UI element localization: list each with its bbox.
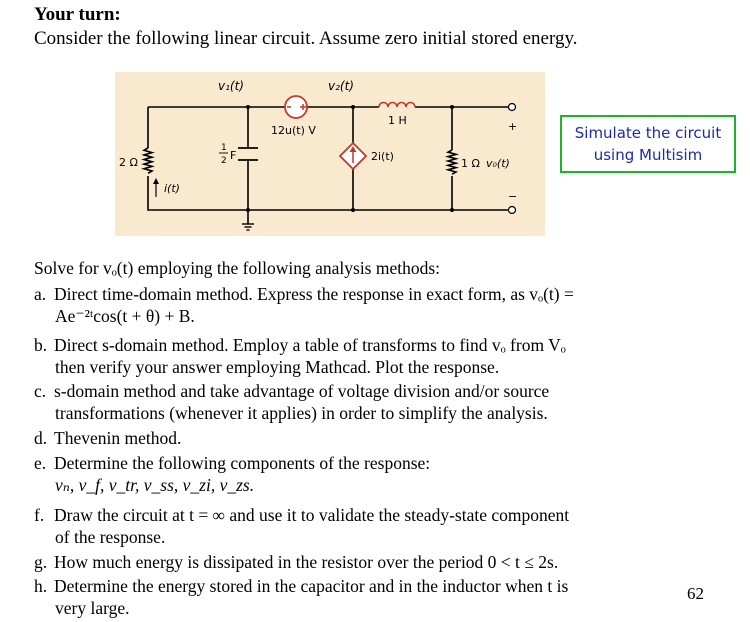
item-line1: Direct time-domain method. Express the response in exact form, as vₒ(t) = xyxy=(54,284,574,304)
item-label: g. xyxy=(34,552,48,572)
label-cap-den: 2 xyxy=(221,156,227,166)
item-label: h. xyxy=(34,576,48,596)
item-line1: Determine the energy stored in the capacitor and in the inductor when t is xyxy=(54,576,569,596)
item-line1: Thevenin method. xyxy=(54,428,182,448)
simulate-callout xyxy=(560,115,736,173)
circuit-diagram xyxy=(115,72,545,236)
heading: Your turn: xyxy=(34,4,121,25)
item-label: c. xyxy=(34,381,47,401)
output-terminal-top xyxy=(509,104,516,111)
output-terminal-bottom xyxy=(509,207,516,214)
item-line1: Draw the circuit at t = ∞ and use it to validate the steady-state component xyxy=(54,505,570,525)
label-resistor-left: 2 Ω xyxy=(119,156,138,169)
label-plus: + xyxy=(508,120,518,133)
label-cap-num: 1 xyxy=(221,143,227,153)
label-resistor-right: 1 Ω xyxy=(461,157,480,170)
label-vsource: 12u(t) V xyxy=(271,124,316,137)
list-item xyxy=(34,575,568,619)
list-item xyxy=(34,551,558,573)
item-line2: Ae⁻²ᵗcos(t + θ) + B. xyxy=(55,306,195,326)
list-item xyxy=(34,283,574,327)
item-label: f. xyxy=(34,505,45,525)
solve-intro: Solve for vₒ(t) employing the following analysis methods: xyxy=(34,258,441,278)
list-item xyxy=(34,504,569,548)
label-minus: − xyxy=(508,190,518,203)
list-item xyxy=(34,380,549,424)
item-line2: vₙ, v_f, v_tr, v_ss, v_zi, v_zs. xyxy=(55,475,255,495)
label-v2: v₂(t) xyxy=(328,79,354,93)
label-cap-unit: F xyxy=(230,149,237,162)
label-current: i(t) xyxy=(164,182,180,195)
label-dep-source: 2i(t) xyxy=(371,150,394,163)
item-line2: of the response. xyxy=(55,527,166,547)
item-label: a. xyxy=(34,284,47,304)
item-line1: Determine the following components of the response: xyxy=(54,453,431,473)
label-inductor: 1 H xyxy=(388,114,407,127)
item-line2: transformations (whenever it applies) in order to simplify the analysis. xyxy=(55,403,548,423)
simulate-line1: Simulate the circuit xyxy=(574,124,722,142)
label-v1: v₁(t) xyxy=(218,79,244,93)
item-label: b. xyxy=(34,335,48,355)
item-label: d. xyxy=(34,428,48,448)
item-line1: Direct s-domain method. Employ a table of transforms to find vₒ from Vₒ xyxy=(54,335,566,355)
item-line1: How much energy is dissipated in the resistor over the period 0 < t ≤ 2s. xyxy=(54,552,559,572)
label-output: v₀(t) xyxy=(486,157,510,170)
intro-text: Consider the following linear circuit. Assume zero initial stored energy. xyxy=(34,28,578,49)
simulate-line2: using Multisim xyxy=(593,146,703,164)
item-label: e. xyxy=(34,453,47,473)
item-line2: very large. xyxy=(55,598,130,618)
item-line1: s-domain method and take advantage of voltage division and/or source xyxy=(54,381,550,401)
page-number: 62 xyxy=(687,584,704,603)
list-item xyxy=(34,427,181,449)
item-line2: then verify your answer employing Mathcad. Plot the response. xyxy=(55,357,500,377)
circuit-background xyxy=(115,72,545,236)
list-item xyxy=(34,334,566,378)
list-item xyxy=(34,452,430,496)
